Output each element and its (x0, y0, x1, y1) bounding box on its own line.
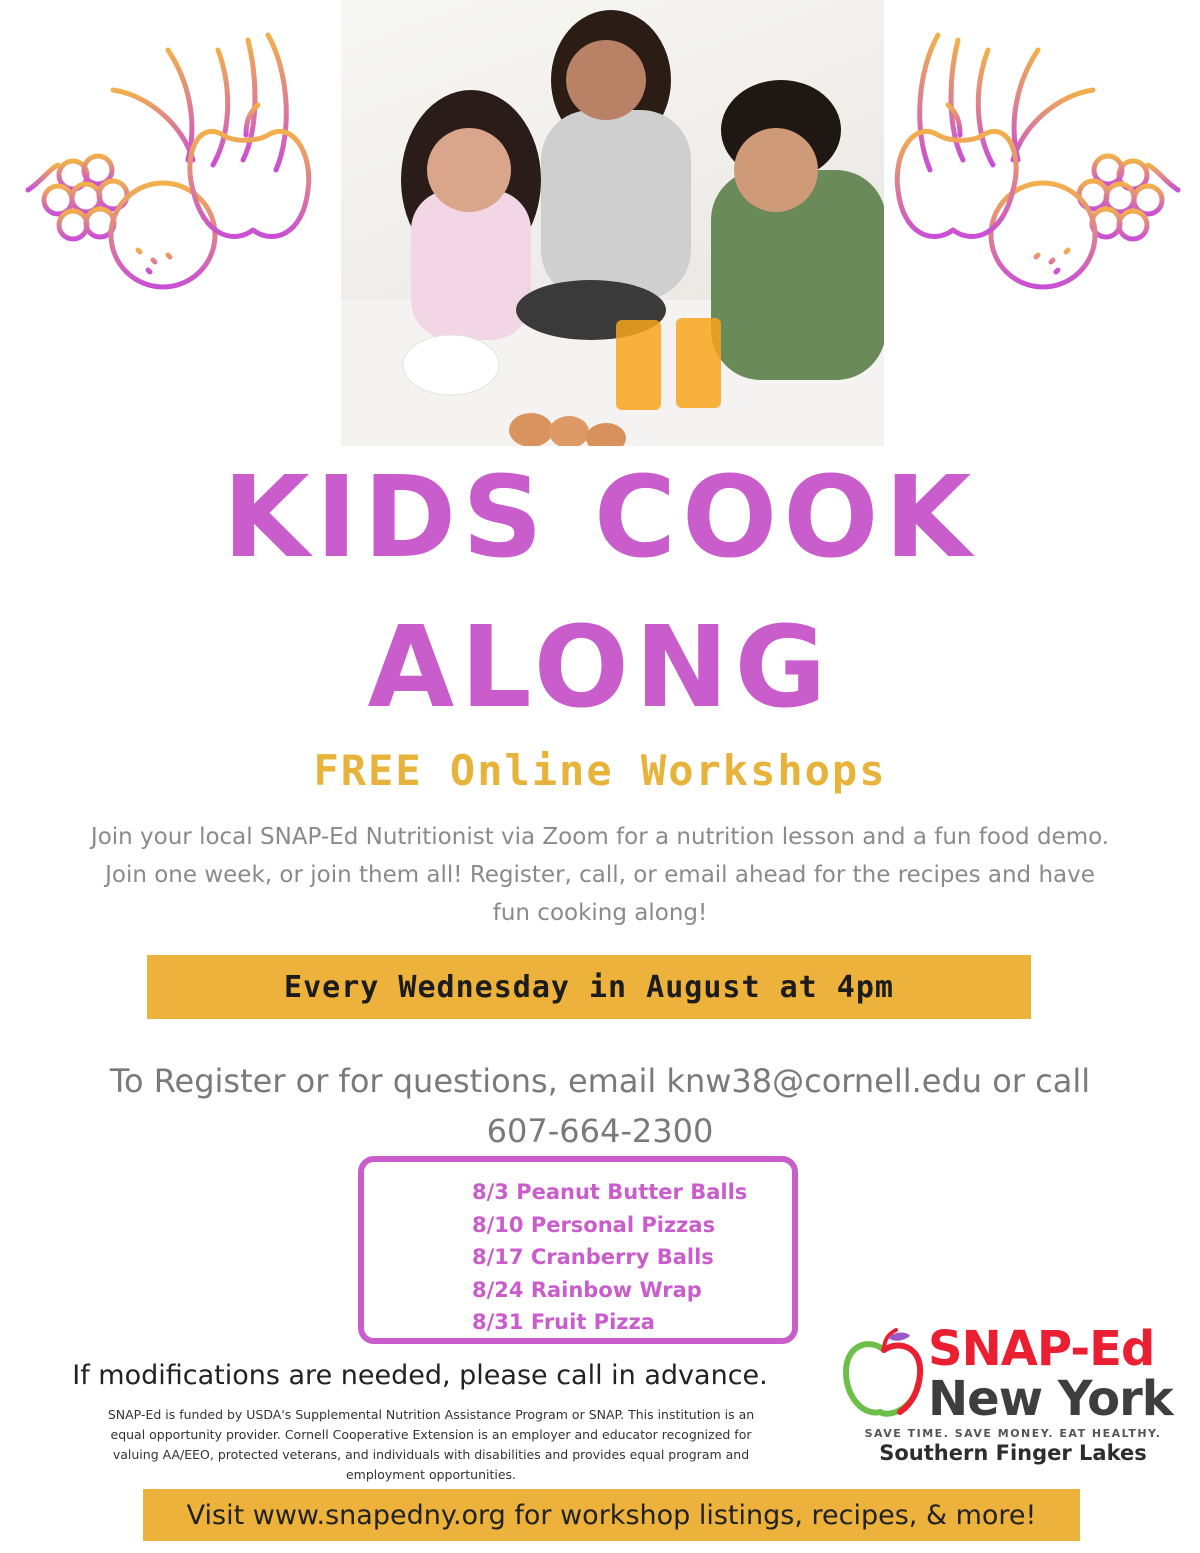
logo-name-line1: SNAP-Ed (928, 1321, 1155, 1377)
disclaimer (66, 1405, 796, 1485)
intro-line1: Join your local SNAP-Ed Nutritionist via Zoom for a nutrition lesson and a fun food demo. (90, 824, 1110, 850)
disclaimer-line3: valuing AA/EEO, protected veterans, and individuals with disabilities and provides equal program and (112, 1447, 750, 1462)
subtitle: FREE Online Workshops (313, 746, 887, 795)
fruit-bowl-right-icon (888, 20, 1188, 294)
intro-text (50, 818, 1150, 932)
kids-cooking-illustration (341, 0, 884, 446)
title-line1: KIDS COOK (222, 453, 978, 583)
logo-region: Southern Finger Lakes (879, 1441, 1147, 1465)
schedule-banner (147, 955, 1031, 1019)
kids-cooking-photo (341, 0, 884, 446)
disclaimer-line4: employment opportunities. (345, 1467, 517, 1482)
intro-line3: fun cooking along! (492, 900, 708, 926)
schedule-text: Every Wednesday in August at 4pm (284, 969, 894, 1005)
recipe-item: 8/17 Cranberry Balls (472, 1245, 714, 1269)
logo-tagline: SAVE TIME. SAVE MONEY. EAT HEALTHY. (864, 1427, 1162, 1440)
register-info (40, 1056, 1160, 1156)
recipe-list (358, 1156, 798, 1344)
footer-text: Visit www.snapedny.org for workshop listings, recipes, & more! (186, 1499, 1037, 1531)
recipe-item: 8/3 Peanut Butter Balls (472, 1180, 748, 1204)
intro-line2: Join one week, or join them all! Register, call, or email ahead for the recipes and have (105, 862, 1095, 888)
register-line1: To Register or for questions, email knw38@cornell.edu or call (109, 1062, 1091, 1100)
modifications-note: If modifications are needed, please call in advance. (72, 1360, 768, 1391)
logo-name-line2: New York (928, 1371, 1173, 1427)
recipe-item: 8/31 Fruit Pizza (472, 1310, 655, 1334)
title-line2: ALONG (367, 603, 833, 733)
apple-logo-icon (840, 1328, 926, 1424)
recipe-item: 8/10 Personal Pizzas (472, 1212, 716, 1237)
fruit-bowl-left-icon (18, 20, 318, 294)
register-phone: 607-664-2300 (486, 1112, 714, 1150)
footer-banner (143, 1489, 1080, 1541)
disclaimer-line1: SNAP-Ed is funded by USDA's Supplemental Nutrition Assistance Program or SNAP. This institution is an (107, 1407, 755, 1422)
disclaimer-line2: equal opportunity provider. Cornell Cooperative Extension is an employer and educator recognized for (110, 1427, 752, 1442)
recipe-item: 8/24 Rainbow Wrap (472, 1277, 702, 1302)
